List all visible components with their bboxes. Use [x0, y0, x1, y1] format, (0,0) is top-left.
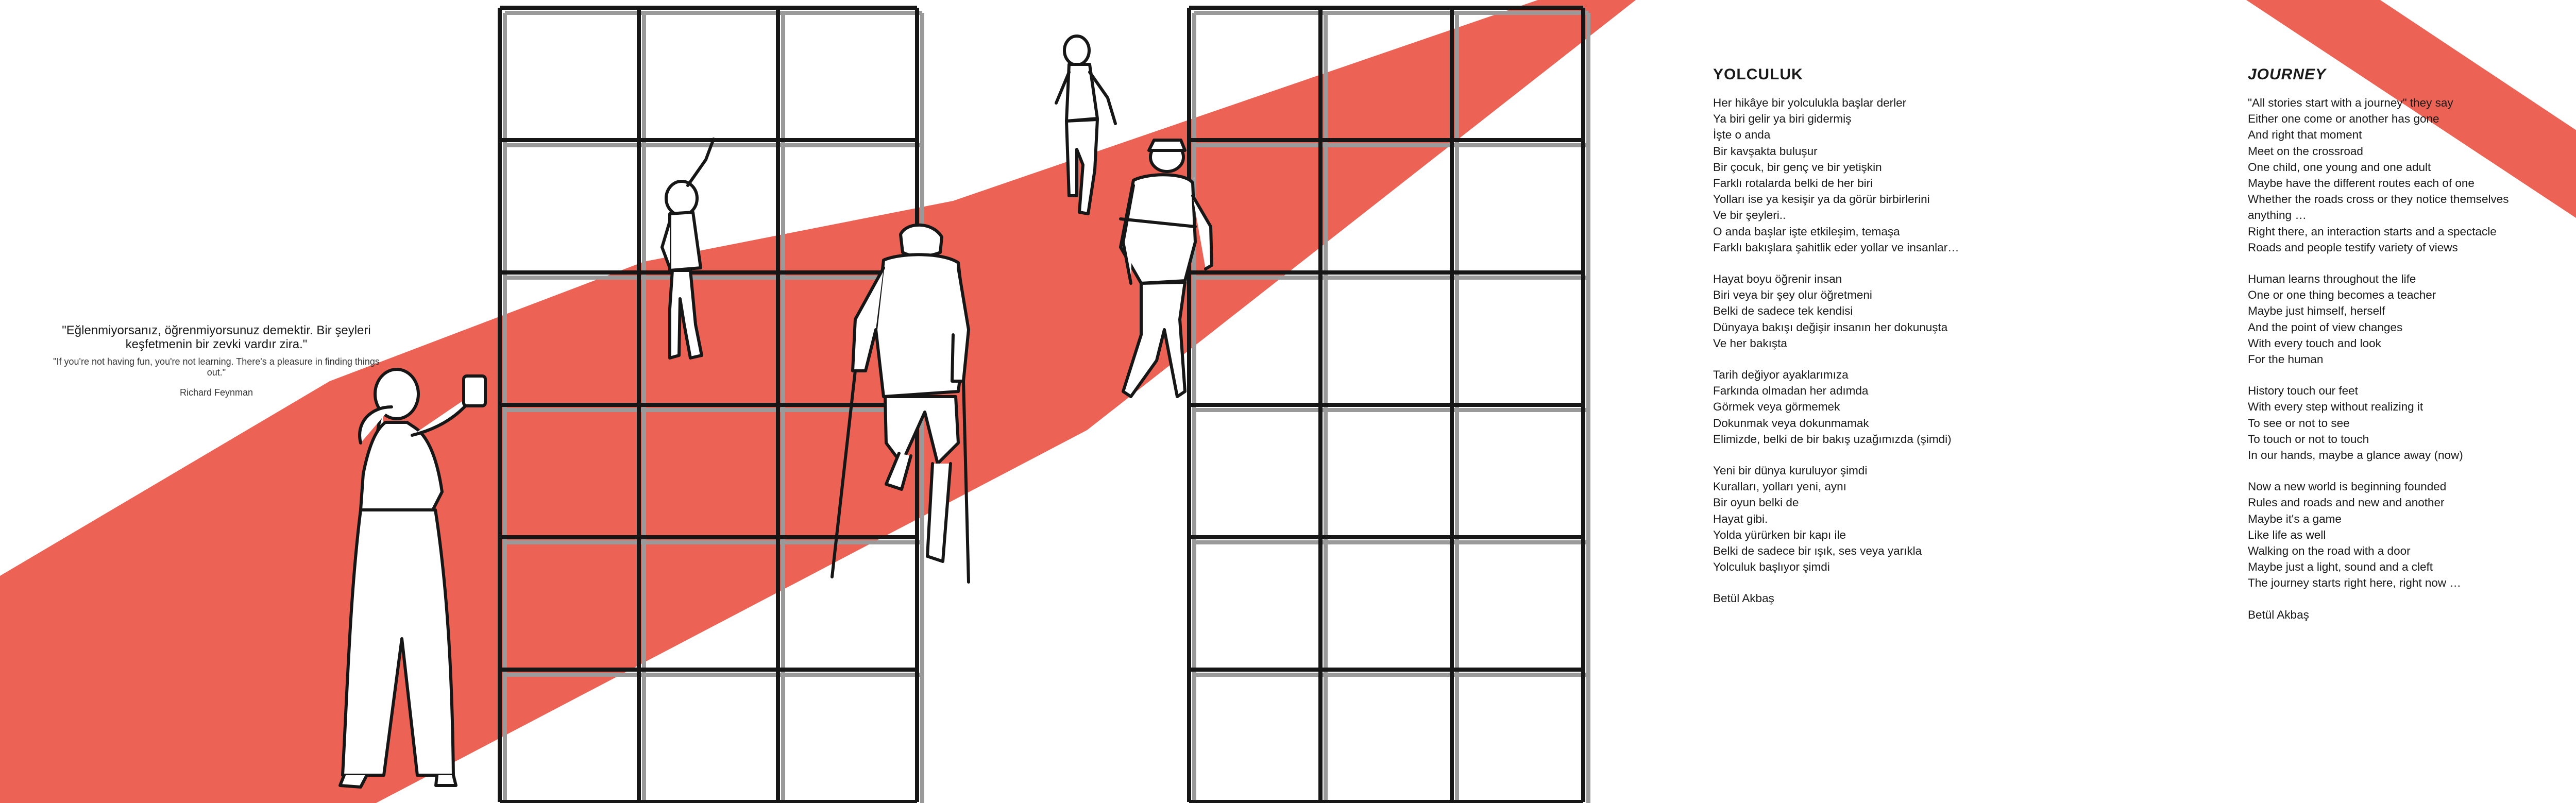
poem-line: Ve her bakışta — [1713, 336, 1787, 350]
poem-line: Roads and people testify variety of views — [2248, 241, 2458, 254]
poem-author-english: Betül Akbaş — [2248, 608, 2309, 621]
poem-line: Belki de sadece bir ışık, ses veya yarıkla — [1713, 544, 1922, 558]
poem-line: Now a new world is beginning founded — [2248, 480, 2447, 493]
stanza — [1713, 95, 2032, 255]
quote-english: "If you're not having fun, you're not learning. There's a pleasure in finding things out." — [53, 356, 380, 378]
poem-line: Ve bir şeyleri.. — [1713, 209, 1786, 222]
poem-line: Maybe just a light, sound and a cleft — [2248, 560, 2433, 574]
poem-line: Right there, an interaction starts and a spectacle — [2248, 225, 2497, 238]
poem-line: Dokunmak veya dokunmamak — [1713, 416, 1869, 430]
poem-line: Rules and roads and new and another — [2248, 496, 2445, 509]
poem-stanzas-turkish — [1713, 95, 2032, 575]
poem-line: Farklı bakışlara şahitlik eder yollar ve insanlar… — [1713, 241, 1959, 254]
stanza — [2248, 479, 2567, 591]
poem-line: The journey starts right here, right now … — [2248, 576, 2461, 590]
poem-line: Dünyaya bakışı değişir insanın her dokunuşta — [1713, 320, 1948, 334]
poem-line: Whether the roads cross or they notice themselves — [2248, 193, 2509, 206]
poem-line: Yeni bir dünya kuruluyor şimdi — [1713, 464, 1868, 477]
stanza — [2248, 271, 2567, 367]
poem-line: O anda başlar işte etkileşim, temaşa — [1713, 225, 1900, 238]
poem-line: In our hands, maybe a glance away (now) — [2248, 449, 2463, 462]
quote-author: Richard Feynman — [179, 387, 253, 398]
poem-line: Hayat boyu öğrenir insan — [1713, 272, 1842, 286]
poem-line: Maybe have the different routes each of one — [2248, 177, 2475, 190]
poem-line: Maybe just himself, herself — [2248, 304, 2385, 318]
poem-line: One or one thing becomes a teacher — [2248, 288, 2436, 302]
poem-line: "All stories start with a journey" they say — [2248, 96, 2453, 109]
poem-line: Hayat gibi. — [1713, 512, 1768, 525]
poem-author-turkish: Betül Akbaş — [1713, 592, 1774, 605]
poem-line: Yolları ise ya kesişir ya da görür birbirlerini — [1713, 193, 1930, 206]
poem-line: Bir kavşakta buluşur — [1713, 144, 1818, 158]
poem-line: Elimizde, belki de bir bakış uzağımızda (şimdi) — [1713, 432, 1952, 446]
poem-line: Either one come or another has gone — [2248, 112, 2439, 126]
poem-line: History touch our feet — [2248, 384, 2358, 398]
poem-line: Farklı rotalarda belki de her biri — [1713, 177, 1873, 190]
poem-title-english: JOURNEY — [2248, 66, 2327, 83]
poem-line: Bir çocuk, bir genç ve bir yetişkin — [1713, 160, 1882, 174]
stanza — [1713, 271, 2032, 351]
poem-line: Like life as well — [2248, 528, 2326, 541]
poem-line: Bir oyun belki de — [1713, 496, 1799, 509]
poem-title-turkish: YOLCULUK — [1713, 66, 1803, 83]
poem-turkish — [1713, 66, 2032, 606]
poem-line: Walking on the road with a door — [2248, 544, 2411, 558]
poem-line: With every touch and look — [2248, 336, 2381, 350]
stanza — [2248, 383, 2567, 463]
poem-line: Tarih değiyor ayaklarımıza — [1713, 368, 1849, 382]
poem-line: To see or not to see — [2248, 416, 2350, 430]
feynman-quote — [46, 323, 386, 398]
poem-line: Yolda yürürken bir kapı ile — [1713, 528, 1846, 541]
stanza — [2248, 95, 2567, 255]
poem-line: Görmek veya görmemek — [1713, 400, 1840, 414]
poem-line: For the human — [2248, 353, 2324, 366]
poem-line: Belki de sadece tek kendisi — [1713, 304, 1853, 318]
poem-line: anything … — [2248, 209, 2307, 222]
poem-line: Maybe it's a game — [2248, 512, 2342, 525]
stanza — [1713, 463, 2032, 575]
poem-english — [2248, 66, 2567, 623]
poem-line: Farkında olmadan her adımda — [1713, 384, 1869, 398]
poem-line: Kuralları, yolları yeni, aynı — [1713, 480, 1846, 493]
poem-line: With every step without realizing it — [2248, 400, 2424, 414]
poem-line: Yolculuk başlıyor şimdi — [1713, 560, 1830, 574]
poem-line: Her hikâye bir yolculukla başlar derler — [1713, 96, 1907, 109]
poem-line: Biri veya bir şey olur öğretmeni — [1713, 288, 1872, 302]
poem-line: To touch or not to touch — [2248, 432, 2369, 446]
poem-line: One child, one young and one adult — [2248, 160, 2431, 174]
poem-line: And right that moment — [2248, 128, 2362, 142]
stanza — [1713, 367, 2032, 447]
poem-line: Human learns throughout the life — [2248, 272, 2416, 286]
poem-line: Meet on the crossroad — [2248, 144, 2363, 158]
quote-turkish: "Eğlenmiyorsanız, öğrenmiyorsunuz demektir. Bir şeyleri keşfetmenin bir zevki vardır zira." — [62, 323, 371, 351]
poem-line: İşte o anda — [1713, 128, 1771, 142]
poem-line: Ya biri gelir ya biri gidermiş — [1713, 112, 1852, 126]
poem-line: And the point of view changes — [2248, 320, 2403, 334]
poem-stanzas-english — [2248, 95, 2567, 591]
